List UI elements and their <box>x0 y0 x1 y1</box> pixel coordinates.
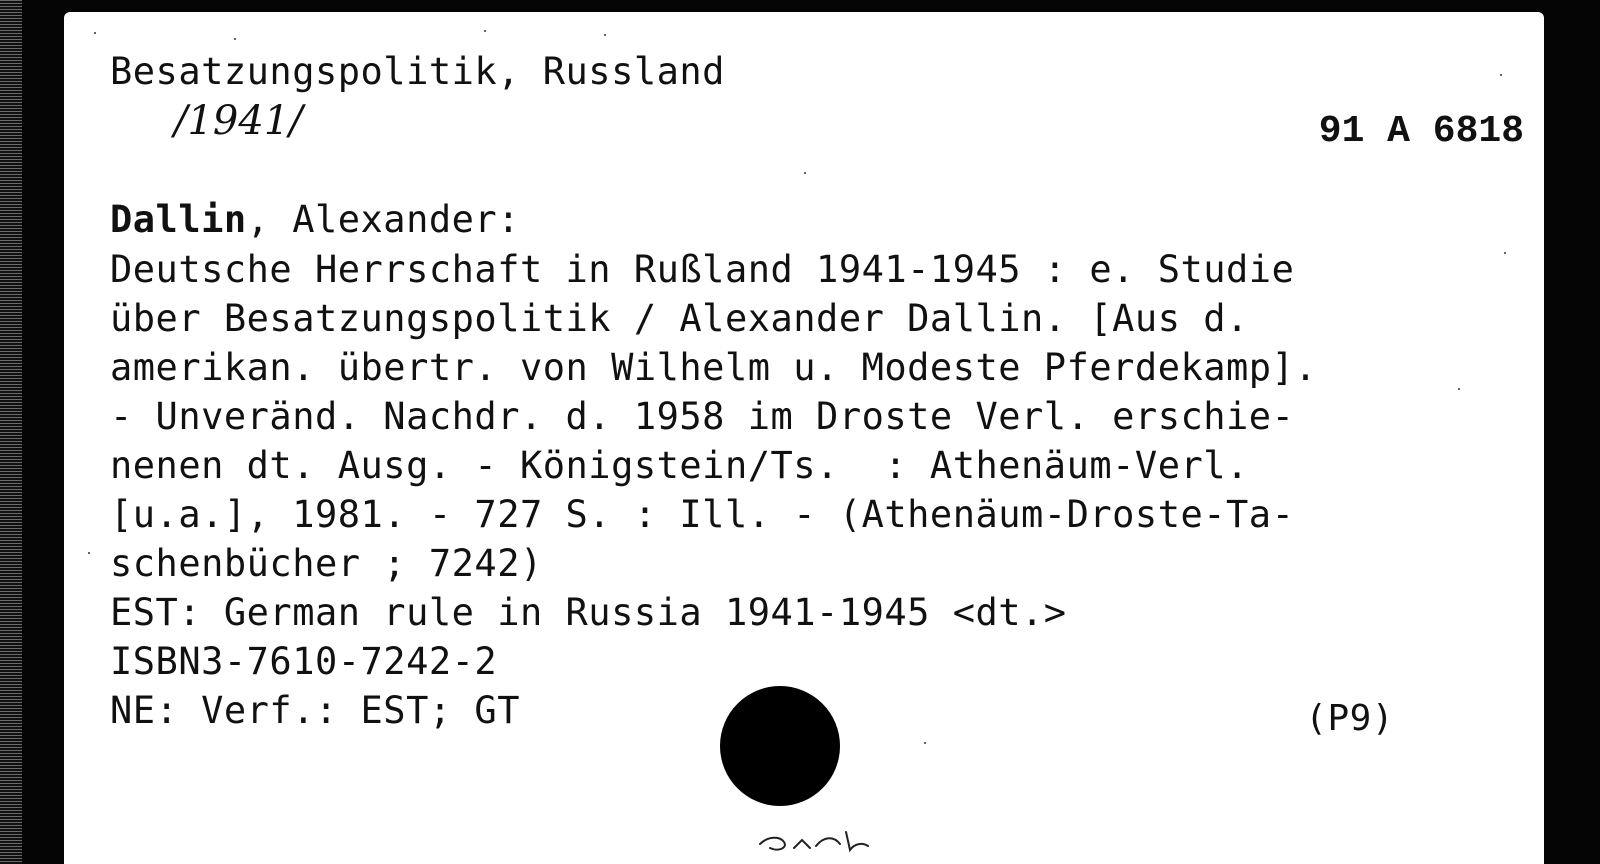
description-line: Deutsche Herrschaft in Rußland 1941-1945 : e. Studie <box>110 248 1295 291</box>
description-line: schenbücher ; 7242) <box>110 542 543 585</box>
description-line: nenen dt. Ausg. - Königstein/Ts. : Athenäum-Verl. <box>110 444 1249 487</box>
scan-speck <box>924 742 926 744</box>
description-line: amerikan. übertr. von Wilhelm u. Modeste Pferdekamp]. <box>110 346 1318 389</box>
subject-year: /1941/ <box>174 98 303 144</box>
description-line: - Unveränd. Nachdr. d. 1958 im Droste Verl. erschie- <box>110 395 1295 438</box>
scan-edge-strip <box>0 0 22 864</box>
description-line: [u.a.], 1981. - 727 S. : Ill. - (Athenäum-Droste-Ta- <box>110 493 1295 536</box>
scan-speck <box>94 32 96 34</box>
scan-speck <box>234 38 236 40</box>
catalog-card <box>64 12 1544 864</box>
scan-speck <box>804 172 806 174</box>
scan-speck <box>484 30 486 32</box>
shelfmark: 91 A 6818 <box>1318 110 1524 153</box>
pencil-scribble <box>754 822 874 862</box>
author-forename: , Alexander: <box>246 198 520 241</box>
description-line: EST: German rule in Russia 1941-1945 <dt.> <box>110 591 1067 634</box>
description-line: NE: Verf.: EST; GT <box>110 689 520 732</box>
scan-speck <box>1500 74 1502 76</box>
card-code: (P9) <box>1305 698 1394 739</box>
description-line: ISBN3-7610-7242-2 <box>110 640 498 683</box>
scan-speck <box>88 552 90 554</box>
scan-speck <box>1458 388 1460 390</box>
subject-heading: Besatzungspolitik, Russland <box>110 50 725 93</box>
author-line <box>110 198 520 241</box>
author-surname: Dallin <box>110 198 247 241</box>
punch-hole <box>720 686 840 806</box>
scan-speck <box>1504 252 1506 254</box>
description-line: über Besatzungspolitik / Alexander Dallin. [Aus d. <box>110 297 1249 340</box>
scan-speck <box>604 34 606 36</box>
